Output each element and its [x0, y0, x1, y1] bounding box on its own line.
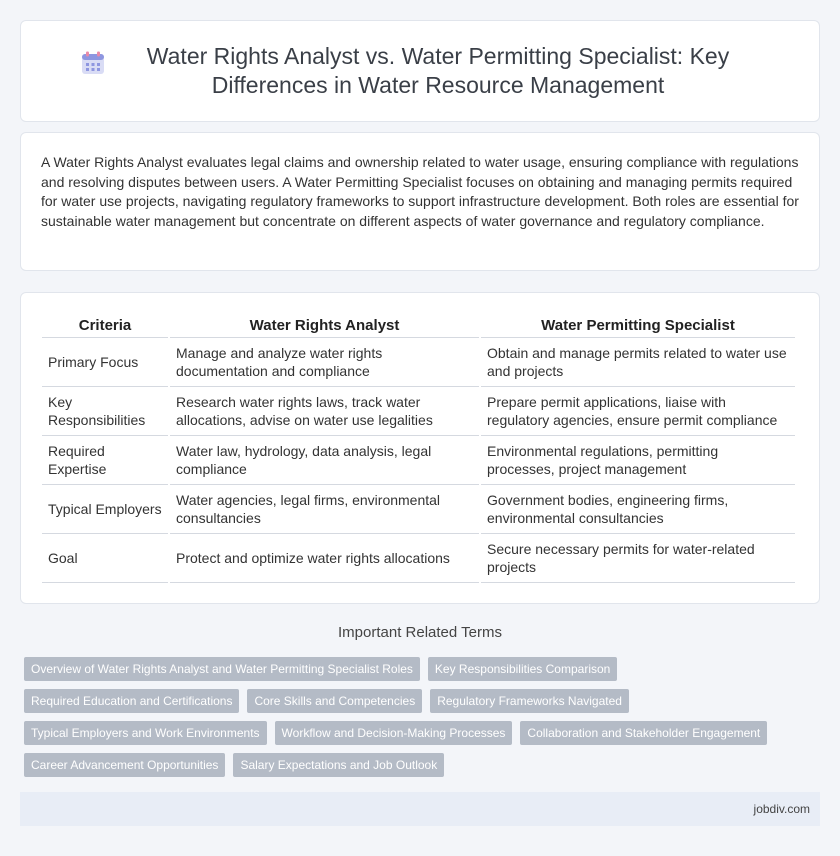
comparison-card [20, 292, 820, 604]
cell-criteria: Primary Focus [42, 338, 168, 387]
title-card [20, 20, 820, 122]
comparison-table [40, 313, 797, 583]
related-tag[interactable]: Regulatory Frameworks Navigated [430, 689, 629, 713]
tag-row [24, 657, 824, 681]
cell-analyst: Water law, hydrology, data analysis, legal compliance [170, 436, 479, 485]
cell-specialist: Environmental regulations, permitting processes, project management [481, 436, 795, 485]
cell-specialist: Secure necessary permits for water-related projects [481, 534, 795, 583]
cell-analyst: Research water rights laws, track water allocations, advise on water use legalities [170, 387, 479, 436]
cell-criteria: Key Responsibilities [42, 387, 168, 436]
cell-criteria: Goal [42, 534, 168, 583]
cell-analyst: Protect and optimize water rights allocations [170, 534, 479, 583]
tag-row [24, 721, 824, 745]
related-tag[interactable]: Required Education and Certifications [24, 689, 239, 713]
tag-row [24, 753, 824, 777]
table-header-row [42, 313, 795, 338]
table-row [42, 387, 795, 436]
cell-criteria: Typical Employers [42, 485, 168, 534]
related-tag[interactable]: Typical Employers and Work Environments [24, 721, 267, 745]
title-wrap [80, 42, 760, 100]
related-tag[interactable]: Overview of Water Rights Analyst and Water Permitting Specialist Roles [24, 657, 420, 681]
cell-specialist: Prepare permit applications, liaise with regulatory agencies, ensure permit compliance [481, 387, 795, 436]
page-title: Water Rights Analyst vs. Water Permitting Specialist: Key Differences in Water Resource Management [146, 43, 730, 98]
related-tags [24, 657, 824, 785]
header-criteria: Criteria [42, 313, 168, 338]
cell-specialist: Obtain and manage permits related to water use and projects [481, 338, 795, 387]
cell-criteria: Required Expertise [42, 436, 168, 485]
related-tag[interactable]: Salary Expectations and Job Outlook [233, 753, 444, 777]
footer-site-link[interactable]: jobdiv.com [753, 802, 810, 816]
related-tag[interactable]: Key Responsibilities Comparison [428, 657, 617, 681]
cell-specialist: Government bodies, engineering firms, environmental consultancies [481, 485, 795, 534]
table-row [42, 534, 795, 583]
footer [20, 792, 820, 826]
tag-row [24, 689, 824, 713]
table-row [42, 338, 795, 387]
cell-analyst: Water agencies, legal firms, environmental consultancies [170, 485, 479, 534]
intro-card [20, 132, 820, 271]
table-row [42, 485, 795, 534]
related-tag[interactable]: Collaboration and Stakeholder Engagement [520, 721, 767, 745]
intro-paragraph: A Water Rights Analyst evaluates legal claims and ownership related to water usage, ensuring compliance with regulations and resolving disputes between users. A Water Permitting Specialist focuses on obtaining and managing permits required for water use projects, navigating regulatory frameworks to support infrastructure development. Both roles are essential for sustainable water management but concentrate on different aspects of water governance and regulatory compliance. [41, 154, 799, 229]
cell-analyst: Manage and analyze water rights documentation and compliance [170, 338, 479, 387]
header-water-permitting-specialist: Water Permitting Specialist [481, 313, 795, 338]
related-terms-title: Important Related Terms [338, 624, 502, 641]
related-tag[interactable]: Workflow and Decision-Making Processes [275, 721, 513, 745]
calendar-icon [80, 50, 106, 76]
related-tag[interactable]: Core Skills and Competencies [247, 689, 422, 713]
table-row [42, 436, 795, 485]
related-tag[interactable]: Career Advancement Opportunities [24, 753, 225, 777]
header-water-rights-analyst: Water Rights Analyst [170, 313, 479, 338]
